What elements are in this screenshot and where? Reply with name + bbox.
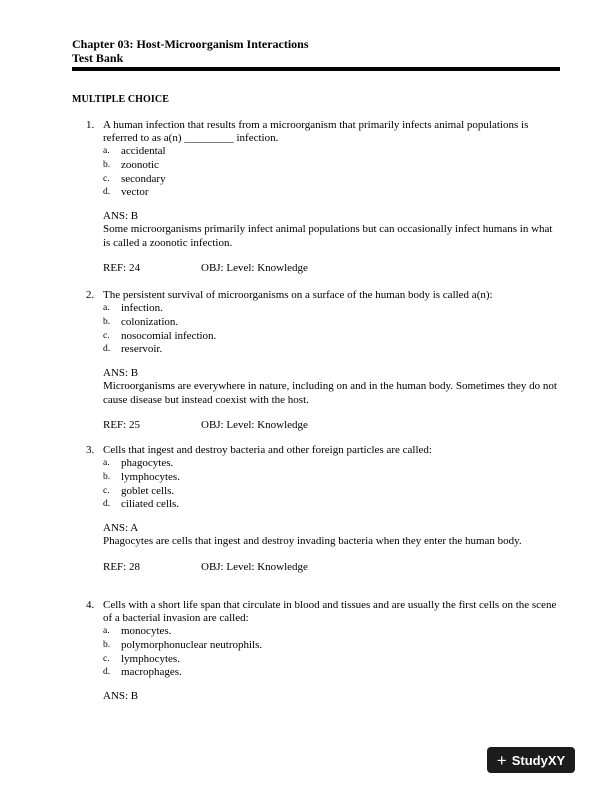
answer-key: ANS: B xyxy=(103,210,139,223)
badge-label: StudyXY xyxy=(511,752,566,768)
question-4 xyxy=(72,599,560,703)
choice-c xyxy=(72,485,560,499)
choice-text: accidental xyxy=(121,145,166,157)
choice-letter: b. xyxy=(103,471,111,482)
test-bank-subtitle: Test Bank xyxy=(72,51,124,65)
question-1 xyxy=(72,119,560,275)
choice-text: phagocytes. xyxy=(121,457,174,469)
choice-c xyxy=(72,173,560,187)
choice-text: polymorphonuclear neutrophils. xyxy=(121,638,263,651)
choice-text: colonization. xyxy=(121,315,179,328)
page-reference: REF: 25 xyxy=(103,419,140,432)
studyxy-badge[interactable] xyxy=(487,747,575,773)
choice-text: zoonotic xyxy=(121,158,159,171)
answer-key: ANS: A xyxy=(103,522,139,535)
choice-letter: c. xyxy=(103,653,110,664)
answer-explanation: Microorganisms are everywhere in nature, including on and in the human body. Sometimes they do not cause disease but instead coexist with the host. xyxy=(103,380,557,406)
answer-explanation: Phagocytes are cells that ingest and destroy invading bacteria when they enter the human body. xyxy=(103,535,522,548)
plus-icon: + xyxy=(496,750,507,770)
choice-text: macrophages. xyxy=(121,666,182,679)
choice-c xyxy=(72,330,560,344)
choice-letter: a. xyxy=(103,626,110,636)
choice-text: infection. xyxy=(121,302,163,314)
choice-text: goblet cells. xyxy=(121,484,175,497)
reference-line xyxy=(72,262,560,275)
choice-text: secondary xyxy=(121,172,166,185)
page-reference: REF: 24 xyxy=(103,262,140,275)
choice-d xyxy=(72,343,560,357)
choice-d xyxy=(72,666,560,680)
choice-b xyxy=(72,639,560,653)
answer-key: ANS: B xyxy=(103,367,139,380)
question-stem xyxy=(72,444,560,457)
choice-letter: c. xyxy=(103,485,110,496)
objective-level: OBJ: Level: Knowledge xyxy=(201,419,308,432)
choice-d xyxy=(72,186,560,200)
question-text: Cells with a short life span that circulate in blood and tissues and are usually the first cells on the scene of a bacterial invasion are called: xyxy=(103,599,557,624)
question-stem xyxy=(72,599,560,625)
question-3 xyxy=(72,444,560,574)
choice-letter: c. xyxy=(103,173,110,184)
choice-text: reservoir. xyxy=(121,343,163,356)
chapter-title: Chapter 03: Host-Microorganism Interactions xyxy=(72,37,309,51)
choice-letter: b. xyxy=(103,159,111,170)
choice-letter: d. xyxy=(103,187,111,198)
reference-line xyxy=(72,561,560,574)
question-stem xyxy=(72,119,560,145)
answer-explanation: Some microorganisms primarily infect animal populations but can occasionally infect humans in what is called a zoonotic infection. xyxy=(103,223,553,249)
answer-key: ANS: B xyxy=(103,690,139,703)
choice-a xyxy=(72,302,560,316)
choice-text: monocytes. xyxy=(121,625,172,637)
question-text: The persistent survival of microorganisms on a surface of the human body is called a(n): xyxy=(103,289,493,301)
document-header xyxy=(72,37,560,65)
choice-b xyxy=(72,316,560,330)
choice-b xyxy=(72,159,560,173)
choice-text: lymphocytes. xyxy=(121,652,180,665)
choice-c xyxy=(72,653,560,667)
section-heading: MULTIPLE CHOICE xyxy=(72,94,169,105)
objective-level: OBJ: Level: Knowledge xyxy=(201,560,308,573)
choice-letter: b. xyxy=(103,639,111,650)
choice-text: nosocomial infection. xyxy=(121,329,217,342)
choice-letter: d. xyxy=(103,499,111,510)
question-number: 3. xyxy=(86,444,95,456)
choice-b xyxy=(72,471,560,485)
question-number: 2. xyxy=(86,289,95,301)
choice-a xyxy=(72,625,560,639)
question-text: A human infection that results from a microorganism that primarily infects animal populations is referred to as a(n) _________ infection. xyxy=(103,119,529,144)
choice-text: vector xyxy=(121,186,149,199)
choice-text: lymphocytes. xyxy=(121,470,180,483)
question-number: 4. xyxy=(86,599,95,611)
reference-line xyxy=(72,419,560,432)
choice-d xyxy=(72,498,560,512)
choice-text: ciliated cells. xyxy=(121,498,180,511)
choice-letter: d. xyxy=(103,667,111,678)
page-reference: REF: 28 xyxy=(103,560,140,573)
choice-letter: a. xyxy=(103,303,110,313)
choice-letter: a. xyxy=(103,458,110,468)
choice-letter: b. xyxy=(103,316,111,327)
choice-letter: c. xyxy=(103,330,110,341)
choice-letter: a. xyxy=(103,146,110,156)
choice-a xyxy=(72,145,560,159)
choice-a xyxy=(72,457,560,471)
choice-letter: d. xyxy=(103,344,111,355)
header-rule xyxy=(72,67,560,71)
question-stem xyxy=(72,289,560,302)
objective-level: OBJ: Level: Knowledge xyxy=(201,262,308,275)
question-text: Cells that ingest and destroy bacteria and other foreign particles are called: xyxy=(103,444,432,456)
question-number: 1. xyxy=(86,119,95,131)
question-2 xyxy=(72,289,560,432)
